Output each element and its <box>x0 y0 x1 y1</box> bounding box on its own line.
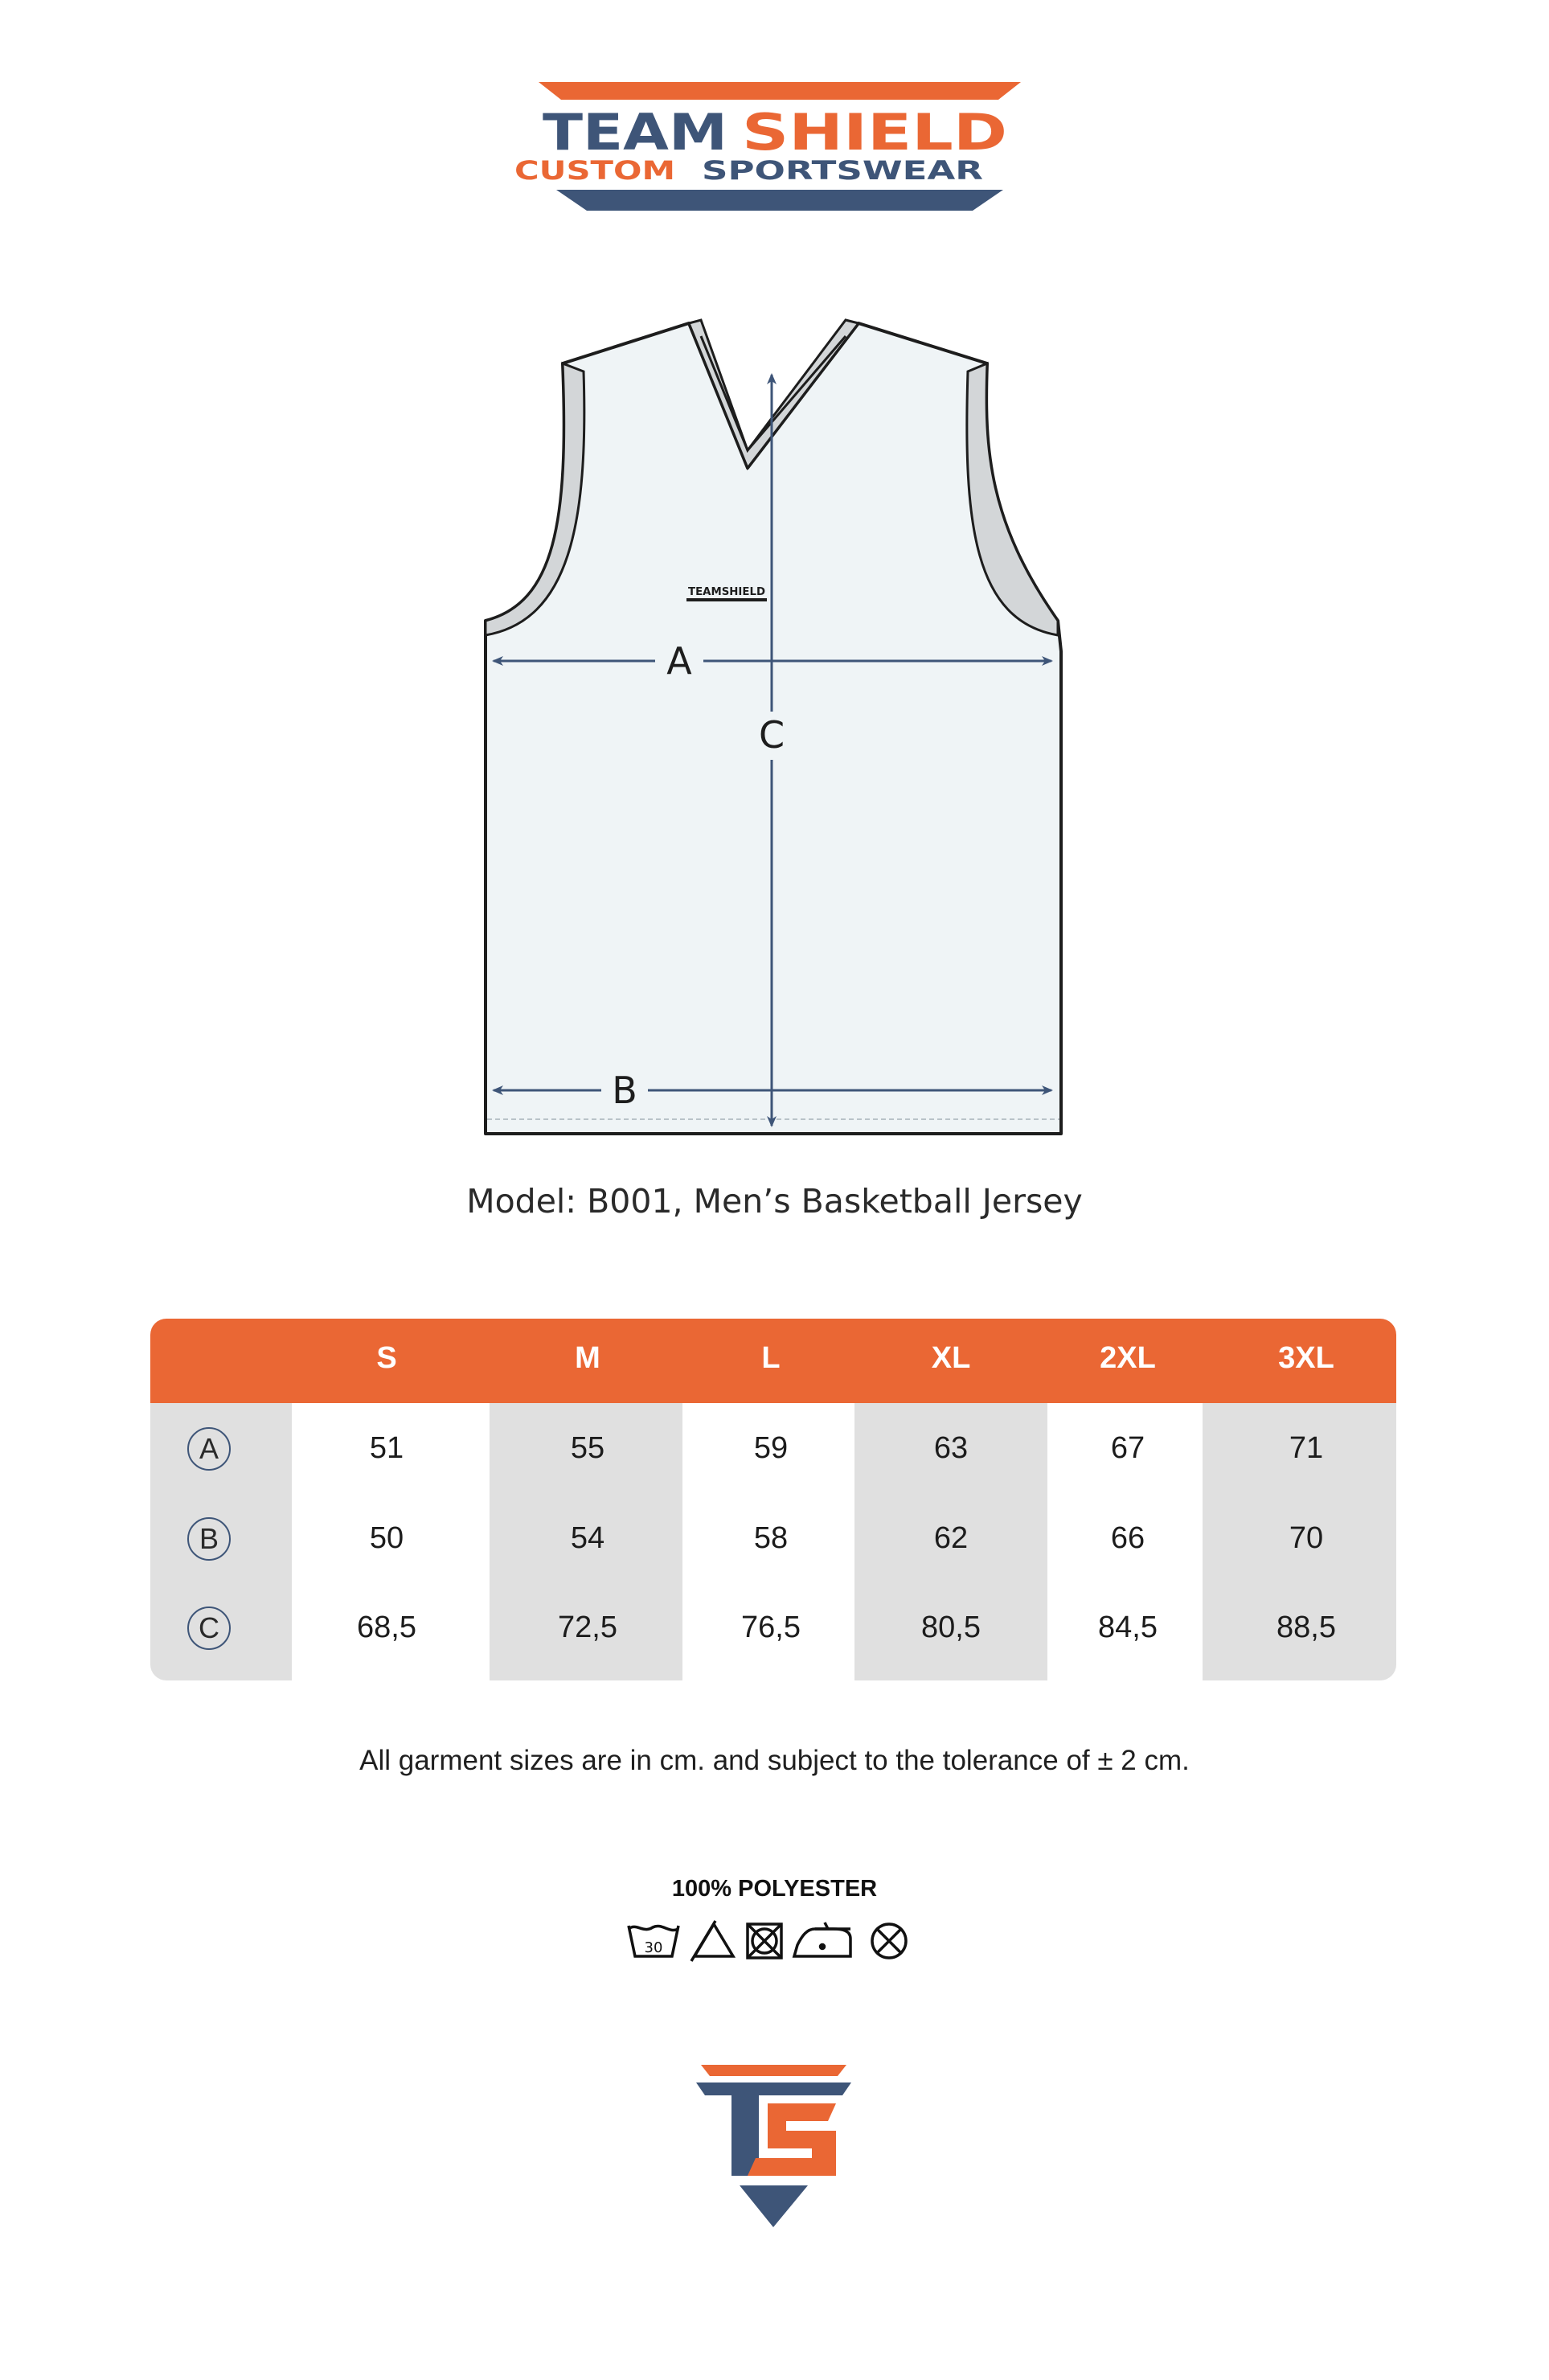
size-value: 68,5 <box>357 1611 416 1644</box>
size-table <box>150 1319 1396 1680</box>
logo-brand-shield: SHIELD <box>742 103 1007 162</box>
material-label: 100% POLYESTER <box>671 1876 878 1902</box>
size-header-2xl: 2XL <box>1100 1341 1156 1375</box>
size-value: 62 <box>933 1521 969 1555</box>
tolerance-note: All garment sizes are in cm. and subject to the tolerance of ± 2 cm. <box>359 1745 1190 1776</box>
chest-logo <box>686 586 767 601</box>
label-c: C <box>758 713 785 757</box>
size-value: 76,5 <box>741 1611 801 1644</box>
size-value: 63 <box>933 1431 969 1465</box>
size-header-3xl: 3XL <box>1278 1341 1334 1375</box>
label-a: A <box>666 639 692 683</box>
size-value: 72,5 <box>558 1611 617 1644</box>
size-value: 58 <box>753 1521 789 1555</box>
wash-temperature: 30 <box>644 1939 663 1956</box>
size-value: 59 <box>753 1431 789 1465</box>
label-b: B <box>612 1069 637 1112</box>
logo-brand-team: TEAM <box>543 103 727 162</box>
jersey-diagram <box>466 314 1077 1150</box>
logo-tagline-sportswear: SPORTSWEAR <box>702 155 983 186</box>
row-label-b: B <box>187 1517 231 1561</box>
iron-icon <box>794 1922 850 1956</box>
size-value: 84,5 <box>1098 1611 1158 1644</box>
size-value: 70 <box>1289 1521 1324 1555</box>
size-value: 80,5 <box>921 1611 981 1644</box>
size-header-s: S <box>376 1341 397 1375</box>
size-value: 66 <box>1110 1521 1145 1555</box>
size-value: 67 <box>1110 1431 1145 1465</box>
size-value: 51 <box>369 1431 404 1465</box>
size-value: 71 <box>1289 1431 1324 1465</box>
size-value: 54 <box>570 1521 605 1555</box>
logo-tagline-custom: CUSTOM <box>514 155 675 186</box>
size-header-l: L <box>761 1341 781 1375</box>
no-bleach-icon <box>691 1921 733 1961</box>
wash-30-icon <box>629 1926 678 1956</box>
size-value: 50 <box>369 1521 404 1555</box>
no-dry-clean-icon <box>872 1924 906 1958</box>
teamshield-logo <box>506 72 1053 217</box>
no-tumble-dry-icon <box>748 1924 781 1958</box>
size-header-xl: XL <box>931 1341 971 1375</box>
size-header-m: M <box>575 1341 600 1375</box>
ts-monogram-logo <box>691 2058 856 2231</box>
svg-text:TEAMSHIELD: TEAMSHIELD <box>688 586 766 598</box>
row-label-c: C <box>187 1606 231 1650</box>
size-value: 88,5 <box>1276 1611 1336 1644</box>
size-value: 55 <box>570 1431 605 1465</box>
row-label-a: A <box>187 1427 231 1471</box>
care-symbols <box>625 1918 923 1966</box>
model-caption: Model: B001, Men’s Basketball Jersey <box>466 1182 1083 1221</box>
